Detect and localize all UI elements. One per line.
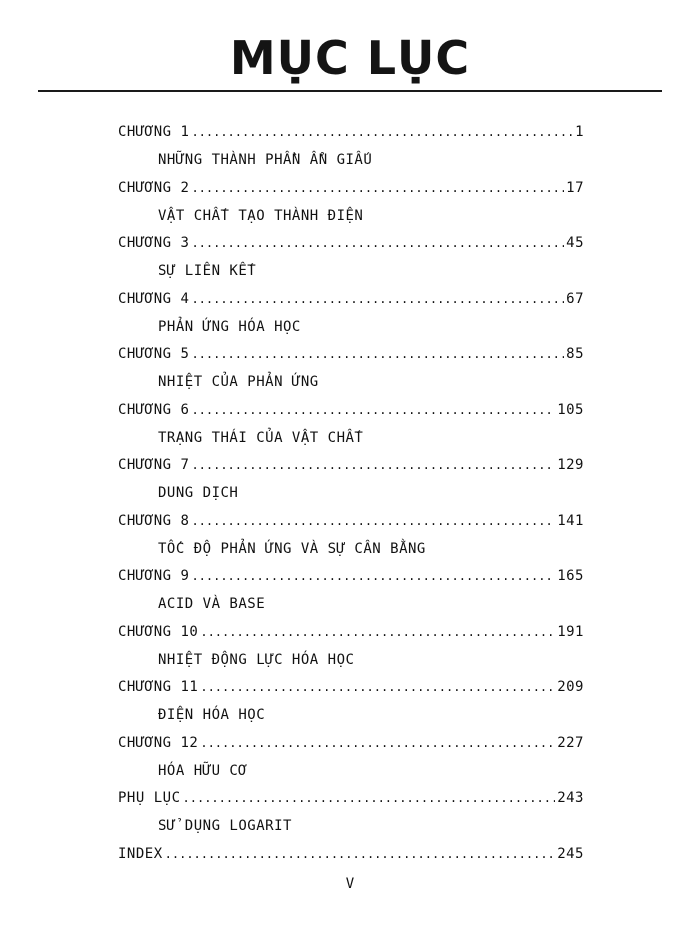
dot-leader [183,791,556,805]
toc-entry-line[interactable] [118,679,584,701]
dot-leader [200,736,555,750]
toc-entry-page: 67 [566,290,584,307]
toc-entry-label: CHƯƠNG 7 [118,457,190,473]
toc-entry [118,513,584,569]
toc-entry-line[interactable] [118,624,584,646]
toc-entry [118,235,584,291]
toc-entry-subtitle: ĐIỆN HÓA HỌC [158,707,266,723]
toc-entry-page: 85 [566,346,584,362]
toc-entry-line[interactable] [118,291,584,313]
toc-entry-label: CHƯƠNG 6 [118,401,190,418]
toc-entry-label: INDEX [118,845,163,862]
toc-entry-page: 227 [557,734,584,751]
toc-entry-subtitle: TỐC ĐỘ PHẢN ỨNG VÀ SỰ CÂN BẰNG [158,540,426,557]
toc-entry-subtitle: NHIỆT CỦA PHẢN ỨNG [158,374,319,390]
toc-entry-line[interactable] [118,346,584,368]
toc-entry [118,679,584,735]
toc-entry-subtitle: DUNG DỊCH [158,485,239,501]
dot-leader [191,458,555,472]
title-divider [38,90,662,92]
toc-entry-subtitle: NHỮNG THÀNH PHẦN ẨN GIẤU [158,152,373,168]
toc-entry-subtitle: NHIỆT ĐỘNG LỰC HÓA HỌC [158,651,355,668]
toc-entry-subtitle: PHẢN ỨNG HÓA HỌC [158,318,301,335]
toc-entry-label: CHƯƠNG 11 [118,679,199,695]
dot-leader [191,292,564,306]
toc-entry-label: CHƯƠNG 4 [118,290,190,307]
toc-entry-label: PHỤ LỤC [118,790,181,806]
toc-entry-label: CHƯƠNG 12 [118,734,199,751]
toc-entry-page: 165 [557,568,584,584]
toc-entry-page: 245 [557,845,584,862]
dot-leader [191,181,564,195]
toc-entry-subtitle: HÓA HỮU CƠ [158,762,248,779]
dot-leader [191,125,573,139]
dot-leader [191,347,564,361]
table-of-contents [118,124,584,901]
toc-entry-subtitle: VẬT CHẤT TẠO THÀNH ĐIỆN [158,207,364,224]
toc-entry [118,735,584,791]
dot-leader [200,680,555,694]
toc-entry-label: CHƯƠNG 5 [118,346,190,362]
toc-entry-page: 17 [566,179,584,196]
toc-entry-line[interactable] [118,790,584,812]
toc-entry-page: 1 [575,124,584,140]
toc-entry-label: CHƯƠNG 1 [118,124,190,140]
toc-entry-page: 209 [557,679,584,695]
footer-page-number: V [345,876,355,892]
toc-entry-subtitle: ACID VÀ BASE [158,596,266,612]
toc-entry [118,624,584,680]
toc-entry [118,846,584,902]
toc-entry [118,291,584,347]
toc-entry [118,402,584,458]
toc-entry-line[interactable] [118,402,584,424]
toc-entry-line[interactable] [118,235,584,257]
page-title: MỤC LỤC [229,31,471,85]
toc-entry [118,568,584,624]
toc-entry-line[interactable] [118,457,584,479]
toc-entry-subtitle: SỰ LIÊN KẾT [158,263,257,279]
toc-entry-line[interactable] [118,180,584,202]
toc-entry [118,180,584,236]
toc-entry [118,790,584,846]
toc-entry-label: CHƯƠNG 3 [118,235,190,251]
toc-entry-label: CHƯƠNG 9 [118,568,190,584]
toc-entry-subtitle: SỬ DỤNG LOGARIT [158,818,292,834]
toc-entry-page: 141 [557,512,584,529]
dot-leader [191,569,555,583]
toc-entry-line[interactable] [118,568,584,590]
toc-entry-label: CHƯƠNG 10 [118,623,199,640]
dot-leader [165,847,556,861]
toc-entry-subtitle: TRẠNG THÁI CỦA VẬT CHẤT [158,429,364,446]
toc-entry-label: CHƯƠNG 2 [118,179,190,196]
toc-entry-page: 105 [557,401,584,418]
toc-entry [118,124,584,180]
toc-entry-line[interactable] [118,513,584,535]
toc-entry-page: 45 [566,235,584,251]
toc-entry-line[interactable] [118,735,584,757]
toc-entry-line[interactable] [118,846,584,868]
dot-leader [191,514,555,528]
toc-entry [118,457,584,513]
dot-leader [200,625,555,639]
toc-entry-page: 191 [557,623,584,640]
toc-entry-line[interactable] [118,124,584,146]
dot-leader [191,403,555,417]
toc-entry-page: 243 [557,790,584,806]
toc-entry [118,346,584,402]
toc-entry-page: 129 [557,457,584,473]
dot-leader [191,236,564,250]
toc-entry-label: CHƯƠNG 8 [118,512,190,529]
